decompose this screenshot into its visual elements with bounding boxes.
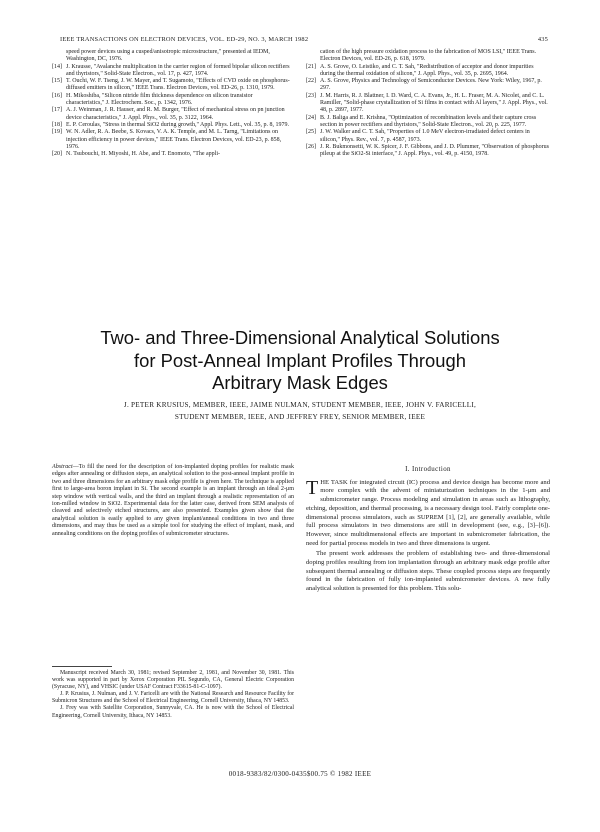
- drop-cap: T: [306, 476, 319, 499]
- footnote: J. Frey was with Satellite Corporation, Sunnyvale, CA. He is now with the School of Electrical Engineering, Cornell University, Ithaca, NY 14853.: [52, 705, 294, 719]
- intro-paragraph: [306, 476, 550, 549]
- abstract-label: Abstract: [52, 464, 73, 470]
- page-number: 435: [537, 36, 548, 43]
- running-header: [60, 36, 548, 43]
- author-list: [60, 400, 540, 423]
- reference-item: [19] W. N. Adler, R. A. Beebe, S. Kovacs, V. A. K. Temple, and M. L. Tarng, "Limitations on injection efficiency in power devices," IEEE Trans. Electron Devices, vol. ED-23, p. 858, 1976.: [52, 129, 282, 150]
- footnote: J. P. Krusius, J. Nulman, and J. V. Faricelli are with the National Research and Resource Facility for Submicron Structures and the School of Electrical Engineering, Cornell University, Ithaca, NY 14853.: [52, 691, 294, 705]
- reference-item: [18] E. P. Ceroulas, "Stress in thermal SiO2 during growth," Appl. Phys. Lett., vol. 35, p. 8, 1979.: [52, 121, 290, 128]
- introduction-section: [306, 466, 550, 594]
- reference-item: [22] A. S. Grove, Physics and Technology of Semiconductor Devices. New York: Wiley, 1967, p. 297.: [306, 78, 542, 92]
- reference-item: speed power devices using a cusped/anisotropic microstructure," presented at IEDM, Washington, DC, 1976.: [66, 49, 270, 63]
- reference-item: [25] J. W. Walker and C. T. Sah, "Properties of 1.0 MeV electron-irradiated defect centers in silicon," Phys. Rev., vol. 7, p. 4587, 1973.: [306, 129, 530, 143]
- journal-name: IEEE TRANSACTIONS ON ELECTRON DEVICES, VOL. ED-29, NO. 3, MARCH 1982: [60, 36, 309, 43]
- footnote: Manuscript received March 30, 1981; revised September 2, 1981, and November 30, 1981. This work was supported in part by Xerox Corporation PIL Segundo, CA, General Electric Corporation (Syracuse, NY), and VHSIC (under USAF Contract F33615-81-C-1097).: [52, 670, 294, 691]
- reference-item: [17] A. J. Weinman, J. R. Hauser, and R. M. Burger, "Effect of mechanical stress on pn junction device characteristics," J. Appl. Phys., vol. 35, p. 3122, 1964.: [52, 107, 285, 121]
- reference-item: cation of the high pressure oxidation process to the fabrication of MOS LSI," IEEE Trans. Electron Devices, vol. ED-26, p. 618, 1979.: [320, 49, 537, 63]
- reference-item: [21] A. S. Grove, O. Leistiko, and C. T. Sah, "Redistribution of acceptor and donor impurities during the thermal oxidation of silicon," J. Appl. Phys., vol. 35, p. 2695, 1964.: [306, 63, 534, 77]
- abstract: [52, 464, 294, 538]
- reference-item: [14] J. Krausse, "Avalanche multiplication in the carrier region of formed bipolar silicon rectifiers and thyristors," Solid-State Electron., vol. 17, p. 427, 1974.: [52, 63, 290, 77]
- intro-paragraph-text: HE TASK for integrated circuit (IC) process and device design has become more and more complex with the advent of miniaturization techniques in the 1-μm and submicrometer range. Process modeling and simulation in areas such as lithography, etching, deposition, and thermal processing, is a necessary design tool. Fairly complete one-dimensional process simulators, such as SUPREM [1], [2], are generally available, while full process simulators in two dimensions are still in development (see, e.g., [3]–[6]). However, since multidimensional effects are important in submicrometer fabrication, the need for partial process models in two and three dimensions is urgent.: [306, 478, 550, 547]
- reference-item: [16] H. Mikoshiba, "Silicon nitride film thickness dependence on silicon transistor characteristics," J. Electrochem. Soc., p. 1342, 1976.: [52, 92, 253, 107]
- author-line: J. PETER KRUSIUS, MEMBER, IEEE, JAIME NULMAN, STUDENT MEMBER, IEEE, JOHN V. FARICELLI,: [123, 401, 477, 409]
- copyright-line: 0018-9383/82/0300-0435$00.75 © 1982 IEEE: [228, 770, 372, 778]
- title-line: Two- and Three-Dimensional Analytical Solutions: [100, 327, 500, 348]
- footnotes: [52, 666, 294, 720]
- abstract-text: —To fill the need for the description of ion-implanted doping profiles for realistic mask edges after annealing or diffusion steps, an analytical solution to the post-anneal implant profile in two and three dimensions for an arbitrary mask edge profile is given here. The technique is applied first to large-area boron implant in Si. The second example is an implant through an ideal 2-μm step window with vertical walls, and the third an implant through a realistic representation of an ion-milled window in SiO2. Experimental data for the latter case, derived from SEM analysis of cleaved and selectively etched structures, are also presented. Examples given show that the analytical solution is easily applied to any given implant/anneal conditions in two and three dimensions, and may thus be used as a simple tool for studying the effect of implant, mask, and annealing conditions on the doping profiles of submicrometer structures.: [52, 464, 294, 537]
- reference-item: [26] J. R. Bukmonsetti, W. K. Spicer, J. F. Gibbons, and J. D. Plummer, "Observation of phosphorus pileup at the SiO2-Si interface," J. Appl. Phys., vol. 49, p. 4150, 1978.: [306, 143, 549, 158]
- footnote-divider: [52, 666, 112, 667]
- references-right-column: [306, 49, 550, 158]
- section-heading: I. Introduction: [405, 466, 451, 473]
- title-line: Arbitrary Mask Edges: [212, 372, 388, 393]
- title-line: for Post-Anneal Implant Profiles Through: [134, 349, 466, 371]
- intro-paragraph: The present work addresses the problem of establishing two- and three-dimensional doping profiles resulting from ion implantation through an arbitrary mask edge profile after subsequent thermal annealing or diffusion steps. These coupled process steps are frequently found in the fabrication of fully ion-implanted submicrometer devices. A new fully analytical solution is presented for this problem. This solu-: [306, 550, 550, 593]
- reference-item: [24] B. J. Baliga and E. Krishna, "Optimization of recombination levels and their capture cross section in power rectifiers and thyristors," Solid-State Electron., vol. 20, p. 225, 1977.: [306, 114, 537, 128]
- paper-title: [40, 327, 560, 395]
- reference-item: [23] J. M. Harris, R. J. Blattner, I. D. Ward, C. A. Evans, Jr., H. L. Fraser, M. A. Nicolet, and C. L. Ramiller, "Solid-phase crystallization of Si films in contact with Al layers," J. Appl. Phys., vol. 48, p. 2897, 1977.: [306, 92, 548, 114]
- reference-item: [20] N. Tsubouchi, H. Miyoshi, H. Abe, and T. Enomoto, "The appli-: [52, 151, 221, 158]
- reference-item: [15] T. Ouchi, W. F. Tseng, J. W. Mayer, and T. Sugamoto, "Effects of CVD oxide on phosphorus-diffused emitters in silicon," IEEE Trans. Electron Devices, vol. ED-26, p. 1310, 1979.: [52, 78, 290, 92]
- references-left-column: [52, 49, 290, 158]
- author-line: STUDENT MEMBER, IEEE, AND JEFFREY FREY, SENIOR MEMBER, IEEE: [174, 412, 426, 421]
